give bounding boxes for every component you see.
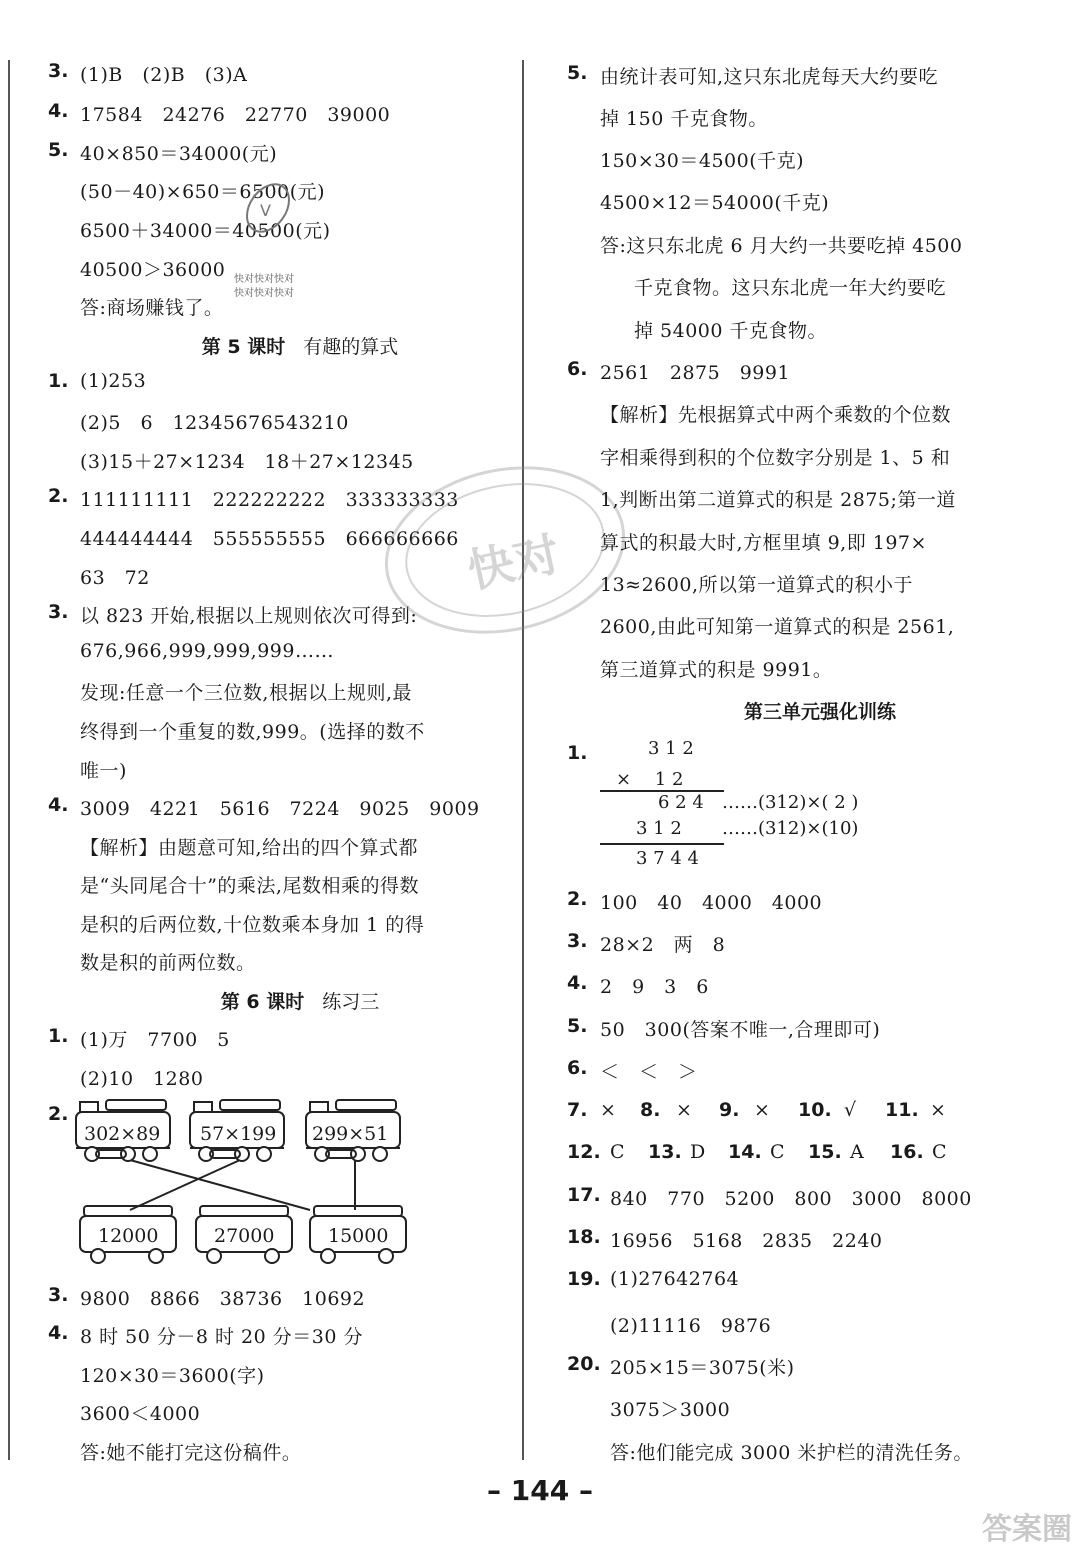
analysis-line: 【解析】先根据算式中两个乘数的个位数: [600, 404, 952, 426]
section-heading-subtitle: 有趣的算式: [303, 336, 399, 358]
answer-line: (2)11116 9876: [610, 1315, 772, 1337]
item-number: 13.: [648, 1141, 682, 1163]
item-number: 4.: [48, 794, 69, 816]
calc-row: 3 1 2: [648, 738, 694, 759]
answer-line: 答:她不能打完这份稿件。: [80, 1442, 302, 1464]
calc-row: × 1 2: [616, 769, 684, 790]
item-number: 11.: [885, 1099, 919, 1121]
item-number: 7.: [567, 1099, 588, 1121]
item-number: 6.: [567, 1057, 588, 1079]
answer-line: (2)10 1280: [80, 1068, 204, 1090]
answer-line: 17584 24276 22770 39000: [80, 104, 391, 126]
section-heading-title: 第 5 课时: [201, 336, 286, 358]
item-number: 9.: [719, 1099, 740, 1121]
locomotive-expression: 302×89: [84, 1123, 161, 1145]
answer-line: 205×15＝3075(米): [610, 1357, 795, 1379]
answer-line: (1)27642764: [610, 1268, 740, 1290]
answer-line: 唯一): [80, 760, 127, 782]
answer-line: (1)253: [80, 370, 147, 392]
answer-line: 答:他们能完成 3000 米护栏的清洗任务。: [610, 1442, 973, 1464]
match-line: [130, 1160, 310, 1210]
answer-line: 终得到一个重复的数,999。(选择的数不: [80, 721, 425, 743]
answer-line: 676,966,999,999,999……: [80, 640, 334, 662]
analysis-line: 第三道算式的积是 9991。: [600, 659, 833, 681]
item-number: 15.: [808, 1141, 842, 1163]
item-number: 6.: [567, 358, 588, 380]
item-number: 14.: [728, 1141, 762, 1163]
answer-mark: ×: [676, 1099, 693, 1121]
item-number: 3.: [48, 601, 69, 623]
analysis-line: 13≈2600,所以第一道算式的积小于: [600, 574, 913, 596]
watermark-text: 快对快对快对: [234, 288, 294, 299]
item-number: 8.: [640, 1099, 661, 1121]
answer-line: 以 823 开始,根据以上规则依次可得到:: [80, 605, 418, 627]
corner-watermark: 答案圈: [982, 1512, 1072, 1547]
answer-line: 发现:任意一个三位数,根据以上规则,最: [80, 682, 412, 704]
analysis-line: 是“头同尾合十”的乘法,尾数相乘的得数: [80, 875, 419, 897]
answer-line: 由统计表可知,这只东北虎每天大约要吃: [600, 66, 939, 88]
section-heading: [80, 332, 520, 359]
item-number: 1.: [48, 370, 69, 392]
left-border: [8, 60, 10, 1460]
watermark-seal-text: 快对: [463, 526, 565, 599]
answer-line: 4500×12＝54000(千克): [600, 192, 830, 214]
answer-line: 40×850＝34000(元): [80, 143, 278, 165]
answer-line: 111111111 222222222 333333333: [80, 489, 459, 511]
calc-note: ……(312)×(10): [722, 818, 859, 839]
carriage-value: 15000: [328, 1225, 389, 1247]
answer-mark: ×: [600, 1099, 617, 1121]
answer-mark: √: [844, 1099, 857, 1121]
answer-line: 掉 54000 千克食物。: [634, 320, 828, 342]
answer-line: 3600＜4000: [80, 1403, 201, 1425]
answer-line: (2)5 6 12345676543210: [80, 412, 349, 434]
item-number: 20.: [567, 1353, 601, 1375]
answer-line: 2 9 3 6: [600, 976, 709, 998]
item-number: 5.: [48, 139, 69, 161]
answer-line: (50－40)×650＝6500(元): [80, 181, 326, 203]
analysis-line: 字相乘得到积的个位数字分别是 1、5 和: [600, 447, 951, 469]
answer-line: 100 40 4000 4000: [600, 892, 823, 914]
answer-line: 答:商场赚钱了。: [80, 297, 224, 319]
answer-line: 63 72: [80, 567, 150, 589]
answer-line: 50 300(答案不唯一,合理即可): [600, 1019, 881, 1041]
item-number: 1.: [567, 742, 588, 764]
item-number: 2.: [48, 485, 69, 507]
item-number: 5.: [567, 1015, 588, 1037]
item-number: 19.: [567, 1268, 601, 1290]
analysis-line: 算式的积最大时,方框里填 9,即 197×: [600, 532, 927, 554]
section-heading: [80, 987, 520, 1014]
calc-row: 6 2 4: [658, 792, 704, 813]
analysis-line: 【解析】由题意可知,给出的四个算式都: [80, 837, 419, 859]
answer-line: 120×30＝3600(字): [80, 1365, 265, 1387]
column-divider: [522, 60, 524, 1460]
train-matching-diagram: [70, 1098, 410, 1268]
answer-line: 150×30＝4500(千克): [600, 150, 805, 172]
answer-line: 答:这只东北虎 6 月大约一共要吃掉 4500: [600, 235, 963, 257]
item-number: 12.: [567, 1141, 601, 1163]
svg-text:V: V: [260, 201, 271, 220]
answer-mark: ×: [754, 1099, 771, 1121]
answer-line: 3009 4221 5616 7224 9025 9009: [80, 798, 480, 820]
answer-mark: C: [770, 1141, 786, 1163]
answer-line: 千克食物。这只东北虎一年大约要吃: [634, 277, 947, 299]
item-number: 18.: [567, 1226, 601, 1248]
item-number: 2.: [48, 1103, 69, 1125]
item-number: 2.: [567, 888, 588, 910]
answer-mark: A: [850, 1141, 865, 1163]
analysis-line: 数是积的前两位数。: [80, 952, 256, 974]
calc-row: 3 7 4 4: [636, 848, 699, 869]
answer-mark: ×: [930, 1099, 947, 1121]
item-number: 4.: [48, 1322, 69, 1344]
answer-line: 16956 5168 2835 2240: [610, 1230, 883, 1252]
section-heading-subtitle: 练习三: [322, 991, 380, 1013]
item-number: 4.: [48, 100, 69, 122]
answer-line: 掉 150 千克食物。: [600, 108, 768, 130]
answer-line: 40500＞36000: [80, 259, 226, 281]
item-number: 4.: [567, 972, 588, 994]
answer-line: (1)万 7700 5: [80, 1029, 230, 1051]
answer-line: (3)15＋27×1234 18＋27×12345: [80, 451, 414, 473]
carriage-value: 12000: [98, 1225, 159, 1247]
item-number: 5.: [567, 62, 588, 84]
analysis-line: 是积的后两位数,十位数乘本身加 1 的得: [80, 914, 425, 936]
item-number: 3.: [48, 1284, 69, 1306]
answer-line: 8 时 50 分－8 时 20 分＝30 分: [80, 1326, 363, 1348]
item-number: 10.: [798, 1099, 832, 1121]
calc-rule: [600, 843, 724, 845]
watermark-logo: [238, 178, 298, 240]
section-heading: 第三单元强化训练: [743, 701, 896, 723]
answer-mark: C: [610, 1141, 626, 1163]
item-number: 1.: [48, 1025, 69, 1047]
carriage-value: 27000: [214, 1225, 275, 1247]
page-number: – 144 –: [487, 1474, 593, 1507]
answer-line: 444444444 555555555 666666666: [80, 528, 459, 550]
answer-line: 2561 2875 9991: [600, 362, 791, 384]
answer-mark: D: [690, 1141, 706, 1163]
item-number: 3.: [48, 60, 69, 82]
item-number: 3.: [567, 930, 588, 952]
answer-line: 9800 8866 38736 10692: [80, 1288, 366, 1310]
locomotive-expression: 299×51: [312, 1123, 389, 1145]
locomotive-expression: 57×199: [200, 1123, 277, 1145]
calc-note: ……(312)×( 2 ): [722, 792, 859, 813]
answer-line: 3075＞3000: [610, 1399, 731, 1421]
calc-row: 3 1 2: [636, 818, 682, 839]
answer-line: (1)B (2)B (3)A: [80, 64, 248, 86]
answer-mark: C: [932, 1141, 948, 1163]
answer-line: 6500＋34000＝40500(元): [80, 220, 331, 242]
section-heading-title: 第 6 课时: [220, 991, 305, 1013]
watermark-text: 快对快对快对: [234, 274, 294, 285]
item-number: 16.: [890, 1141, 924, 1163]
analysis-line: 2600,由此可知第一道算式的积是 2561,: [600, 616, 955, 638]
analysis-line: 1,判断出第二道算式的积是 2875;第一道: [600, 489, 956, 511]
item-number: 17.: [567, 1184, 601, 1206]
answer-line: ＜ ＜ ＞: [600, 1061, 698, 1083]
answer-line: 28×2 两 8: [600, 934, 726, 956]
answer-line: 840 770 5200 800 3000 8000: [610, 1188, 972, 1210]
